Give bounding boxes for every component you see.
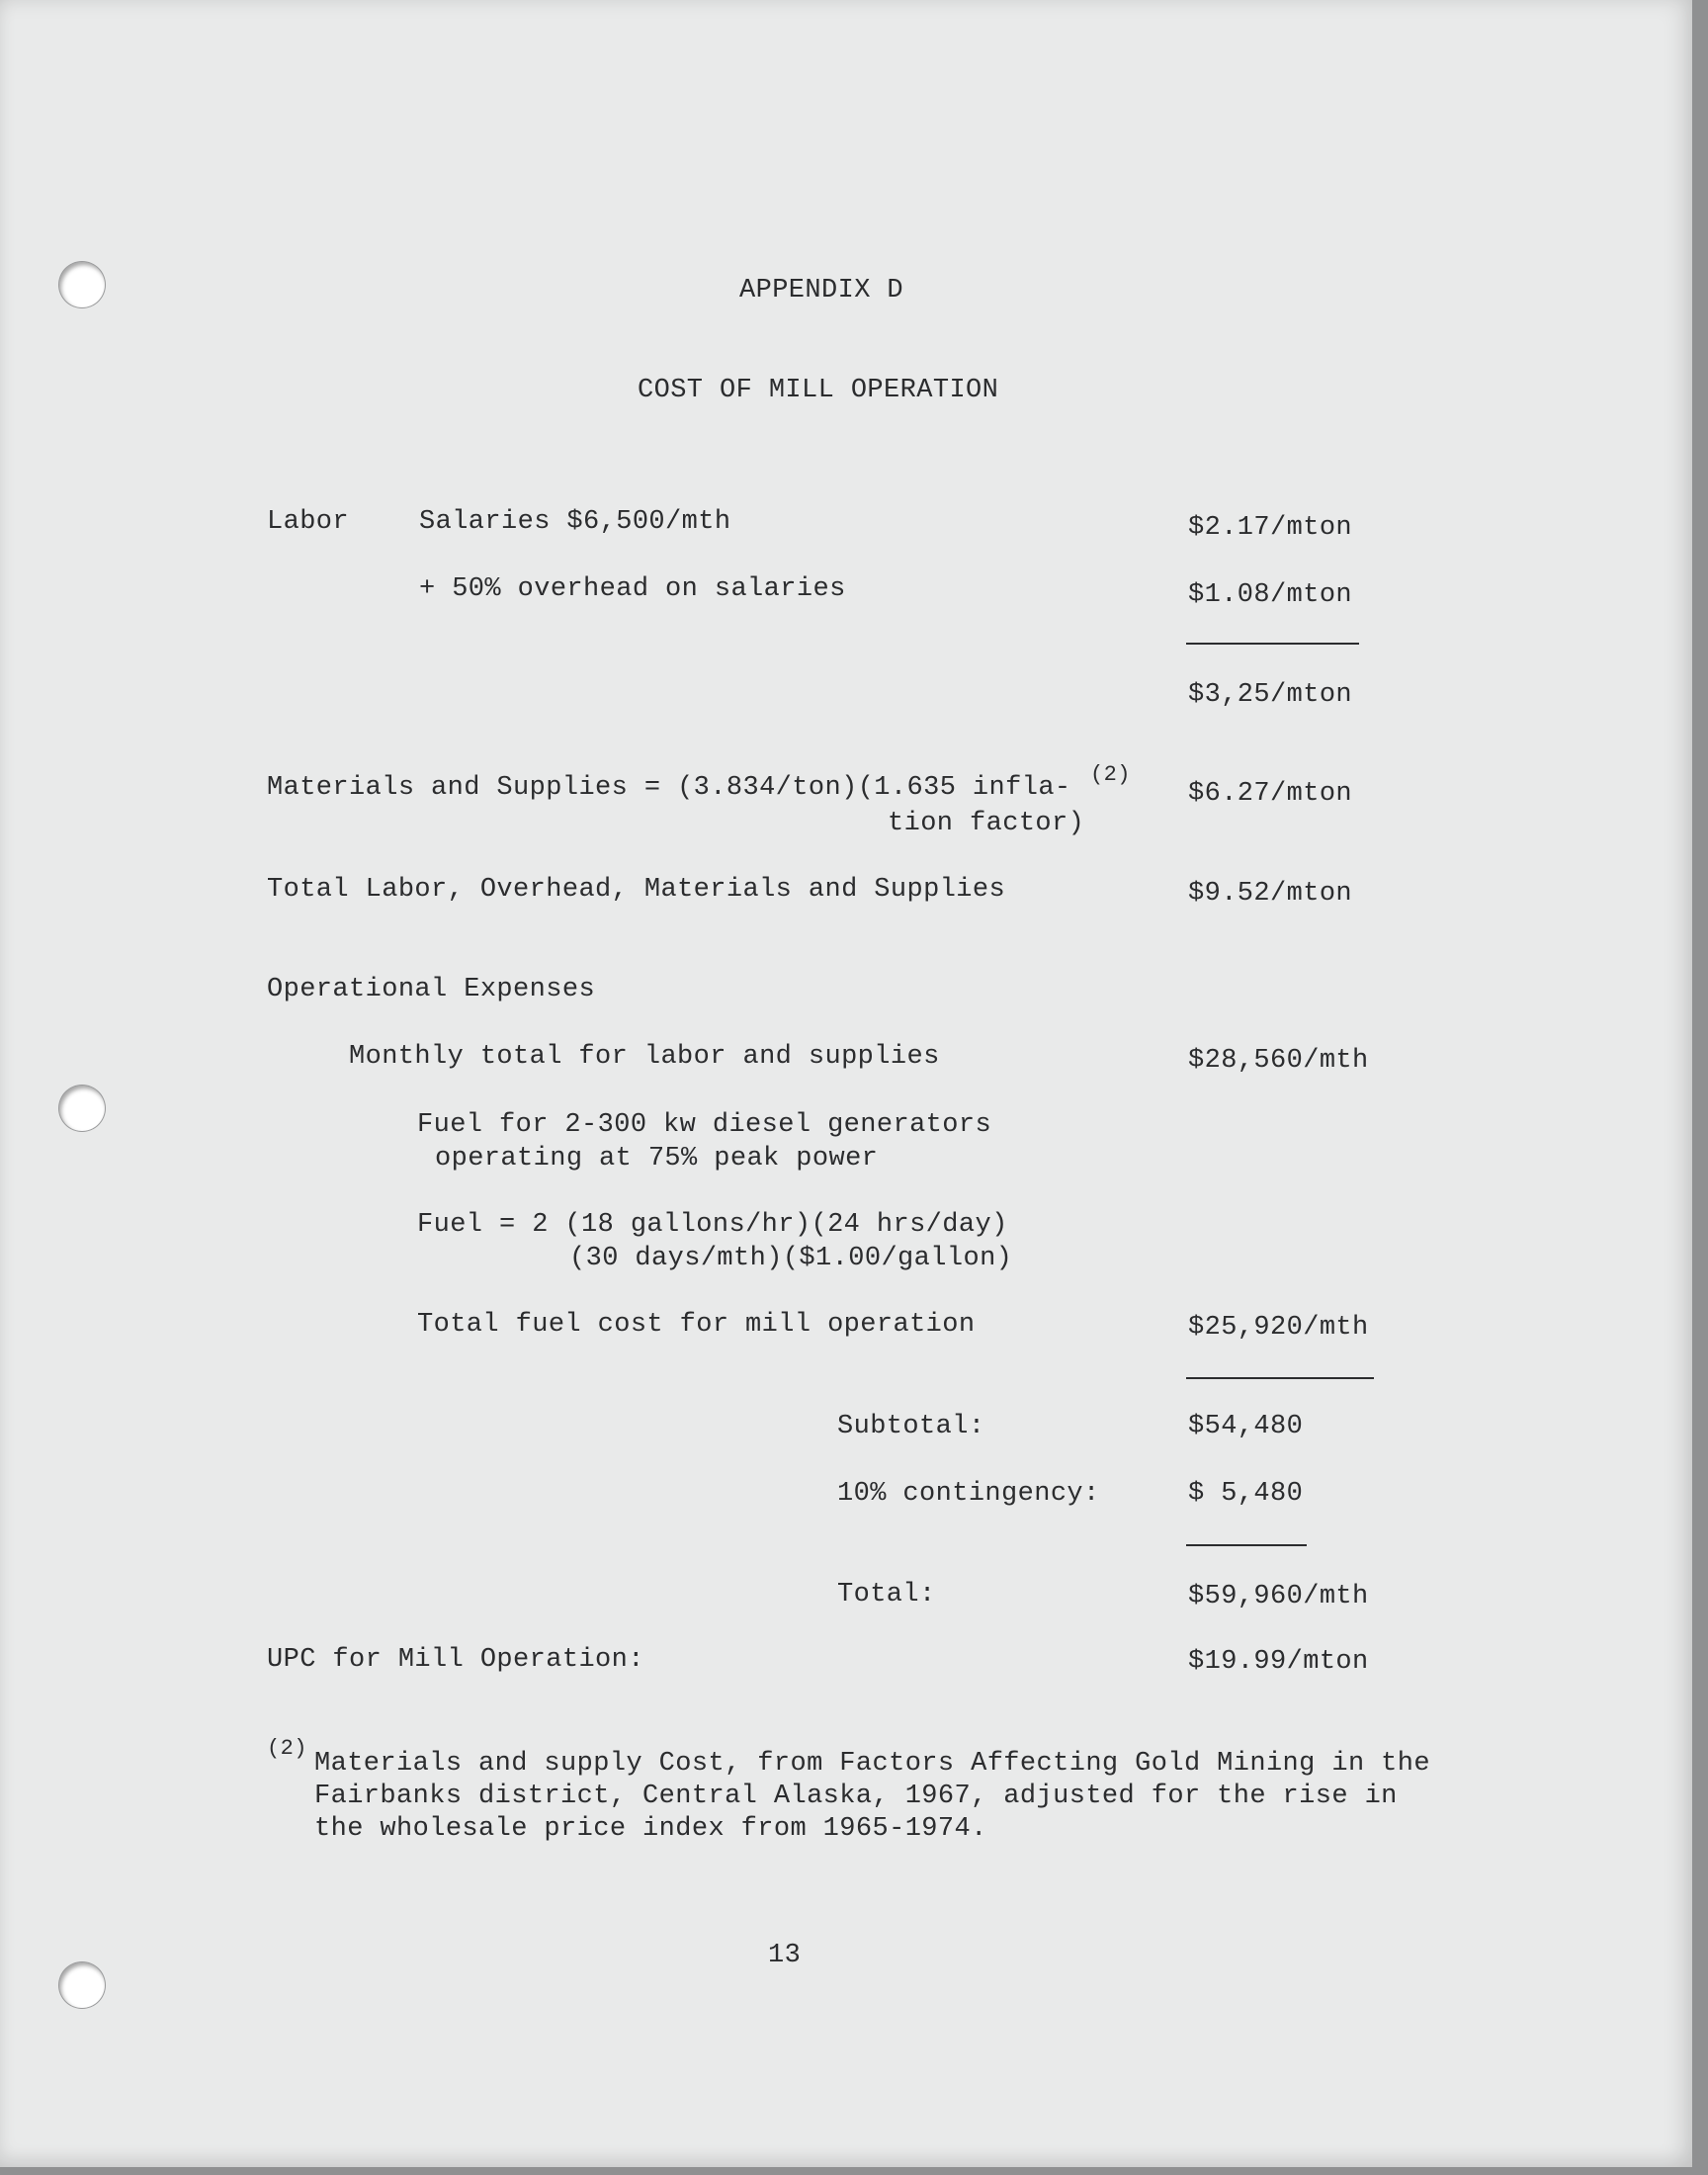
fuel-total-cost: $25,920/mth	[1188, 1313, 1369, 1343]
materials-cost: $6.27/mton	[1188, 779, 1353, 809]
fuel-equation-line-1: Fuel = 2 (18 gallons/hr)(24 hrs/day)	[417, 1210, 1008, 1240]
materials-footnote-ref: (2)	[1090, 762, 1131, 787]
labor-sum-rule	[1186, 643, 1359, 645]
contingency-value: $ 5,480	[1188, 1479, 1304, 1509]
total-lom-label: Total Labor, Overhead, Materials and Supplies	[267, 875, 1006, 905]
total-label: Total:	[837, 1580, 936, 1610]
page-number: 13	[768, 1941, 802, 1970]
salaries-text: Salaries $6,500/mth	[419, 507, 731, 537]
fuel-total-label: Total fuel cost for mill operation	[417, 1310, 976, 1340]
footnote-line-3: the wholesale price index from 1965-1974.	[314, 1814, 987, 1844]
overhead-cost: $1.08/mton	[1188, 580, 1353, 610]
footnote-line-1: Materials and supply Cost, from Factors Affecting Gold Mining in the	[314, 1749, 1430, 1779]
fuel-sum-rule	[1186, 1377, 1374, 1379]
materials-line-2: tion factor)	[888, 809, 1085, 838]
binder-hole-top	[59, 262, 105, 307]
fuel-equation-line-2: (30 days/mth)($1.00/gallon)	[569, 1244, 1013, 1273]
salaries-cost: $2.17/mton	[1188, 513, 1353, 543]
fuel-desc-line-2: operating at 75% peak power	[435, 1144, 879, 1174]
overhead-text: + 50% overhead on salaries	[419, 574, 846, 604]
labor-label: Labor	[267, 507, 350, 537]
footnote-line-2: Fairbanks district, Central Alaska, 1967, adjusted for the rise in	[314, 1782, 1398, 1811]
binder-hole-bottom	[59, 1962, 105, 2008]
contingency-label: 10% contingency:	[837, 1479, 1100, 1509]
appendix-heading: APPENDIX D	[739, 276, 904, 305]
subtotal-value: $54,480	[1188, 1412, 1304, 1441]
total-lom-cost: $9.52/mton	[1188, 879, 1353, 909]
monthly-cost: $28,560/mth	[1188, 1046, 1369, 1076]
subtotal-label: Subtotal:	[837, 1412, 985, 1441]
materials-line-1: Materials and Supplies = (3.834/ton)(1.635 infla-	[267, 773, 1071, 803]
upc-label: UPC for Mill Operation:	[267, 1645, 644, 1675]
binder-hole-middle	[59, 1086, 105, 1131]
footnote-marker: (2)	[267, 1736, 307, 1761]
fuel-desc-line-1: Fuel for 2-300 kw diesel generators	[417, 1110, 992, 1140]
total-sum-rule	[1186, 1544, 1307, 1546]
total-value: $59,960/mth	[1188, 1582, 1369, 1611]
labor-subtotal: $3,25/mton	[1188, 680, 1353, 710]
page-title: COST OF MILL OPERATION	[638, 376, 999, 405]
monthly-label: Monthly total for labor and supplies	[349, 1042, 940, 1072]
upc-value: $19.99/mton	[1188, 1647, 1369, 1677]
operational-heading: Operational Expenses	[267, 975, 596, 1004]
